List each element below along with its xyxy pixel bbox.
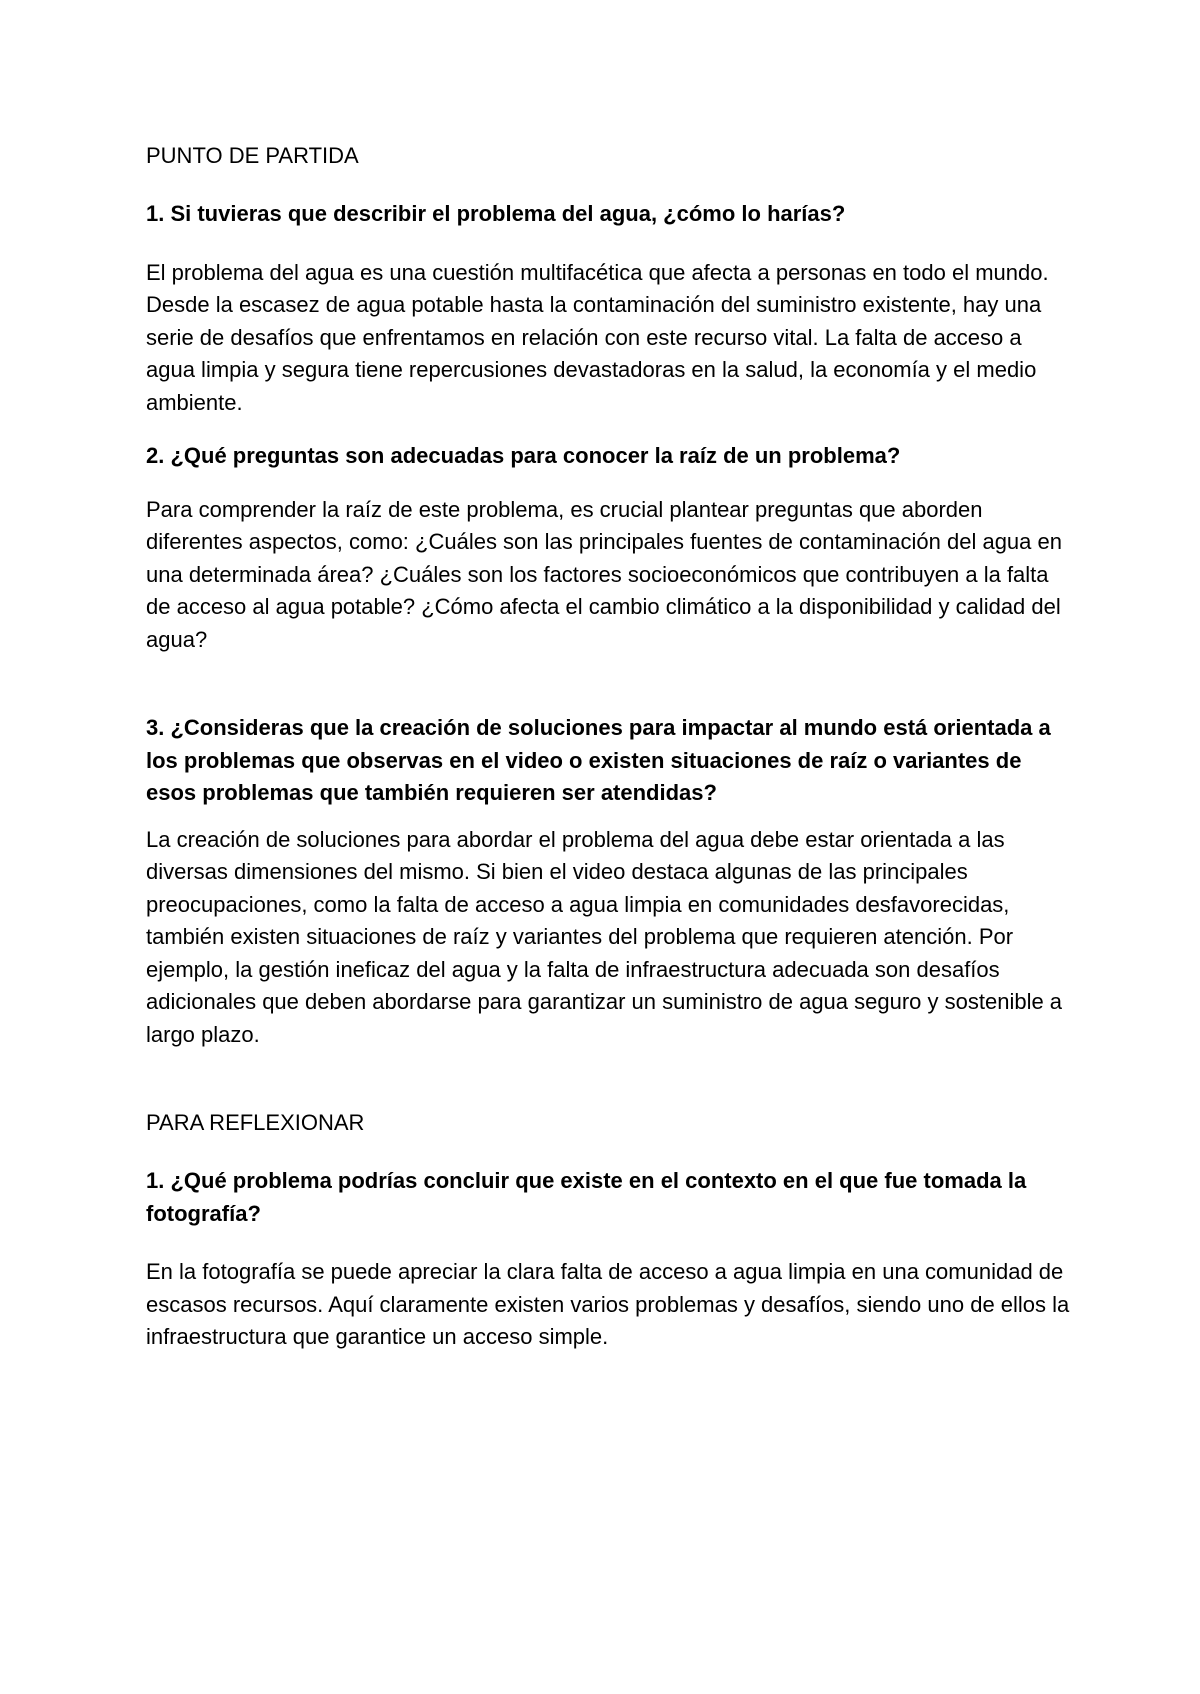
question-1: 1. Si tuvieras que describir el problema del agua, ¿cómo lo harías? — [146, 201, 846, 226]
answer-2: Para comprender la raíz de este problema, es crucial plantear preguntas que aborden diferentes aspectos, como: ¿Cuáles son las principales fuentes de contaminación del agua en una determinada área? ¿Cuáles son los factores socioeconómicos que contribuyen a la falta de acceso al agua potable? ¿Cómo afecta el cambio climático a la disponibilidad y calidad del agua? — [146, 496, 1062, 652]
question-2: 2. ¿Qué preguntas son adecuadas para conocer la raíz de un problema? — [146, 443, 901, 468]
reflection-answer-1: En la fotografía se puede apreciar la clara falta de acceso a agua limpia en una comunidad de escasos recursos. Aquí claramente existen varios problemas y desafíos, siendo uno de ellos la infraestructura que garantice un acceso simple. — [146, 1259, 1070, 1349]
document-body — [146, 140, 1076, 1354]
answer-3: La creación de soluciones para abordar el problema del agua debe estar orientada a las diversas dimensiones del mismo. Si bien el video destaca algunas de las principales preocupaciones, como la falta de acceso a agua limpia en comunidades desfavorecidas, también existen situaciones de raíz y variantes del problema que requieren atención. Por ejemplo, la gestión ineficaz del agua y la falta de infraestructura adecuada son desafíos adicionales que deben abordarse para garantizar un suministro de agua seguro y sostenible a largo plazo. — [146, 826, 1063, 1047]
question-3: 3. ¿Consideras que la creación de soluciones para impactar al mundo está orientada a los problemas que observas en el video o existen situaciones de raíz o variantes de esos problemas que también requieren ser atendidas? — [146, 715, 1051, 805]
reflection-question-1: 1. ¿Qué problema podrías concluir que existe en el contexto en el que fue tomada la fotografía? — [146, 1168, 1027, 1226]
section-heading-para-reflexionar: PARA REFLEXIONAR — [146, 1110, 365, 1135]
section-heading-punto-de-partida: PUNTO DE PARTIDA — [146, 143, 359, 168]
answer-1: El problema del agua es una cuestión multifacética que afecta a personas en todo el mundo. Desde la escasez de agua potable hasta la contaminación del suministro existente, hay una serie de desafíos que enfrentamos en relación con este recurso vital. La falta de acceso a agua limpia y segura tiene repercusiones devastadoras en la salud, la economía y el medio ambiente. — [146, 259, 1049, 415]
